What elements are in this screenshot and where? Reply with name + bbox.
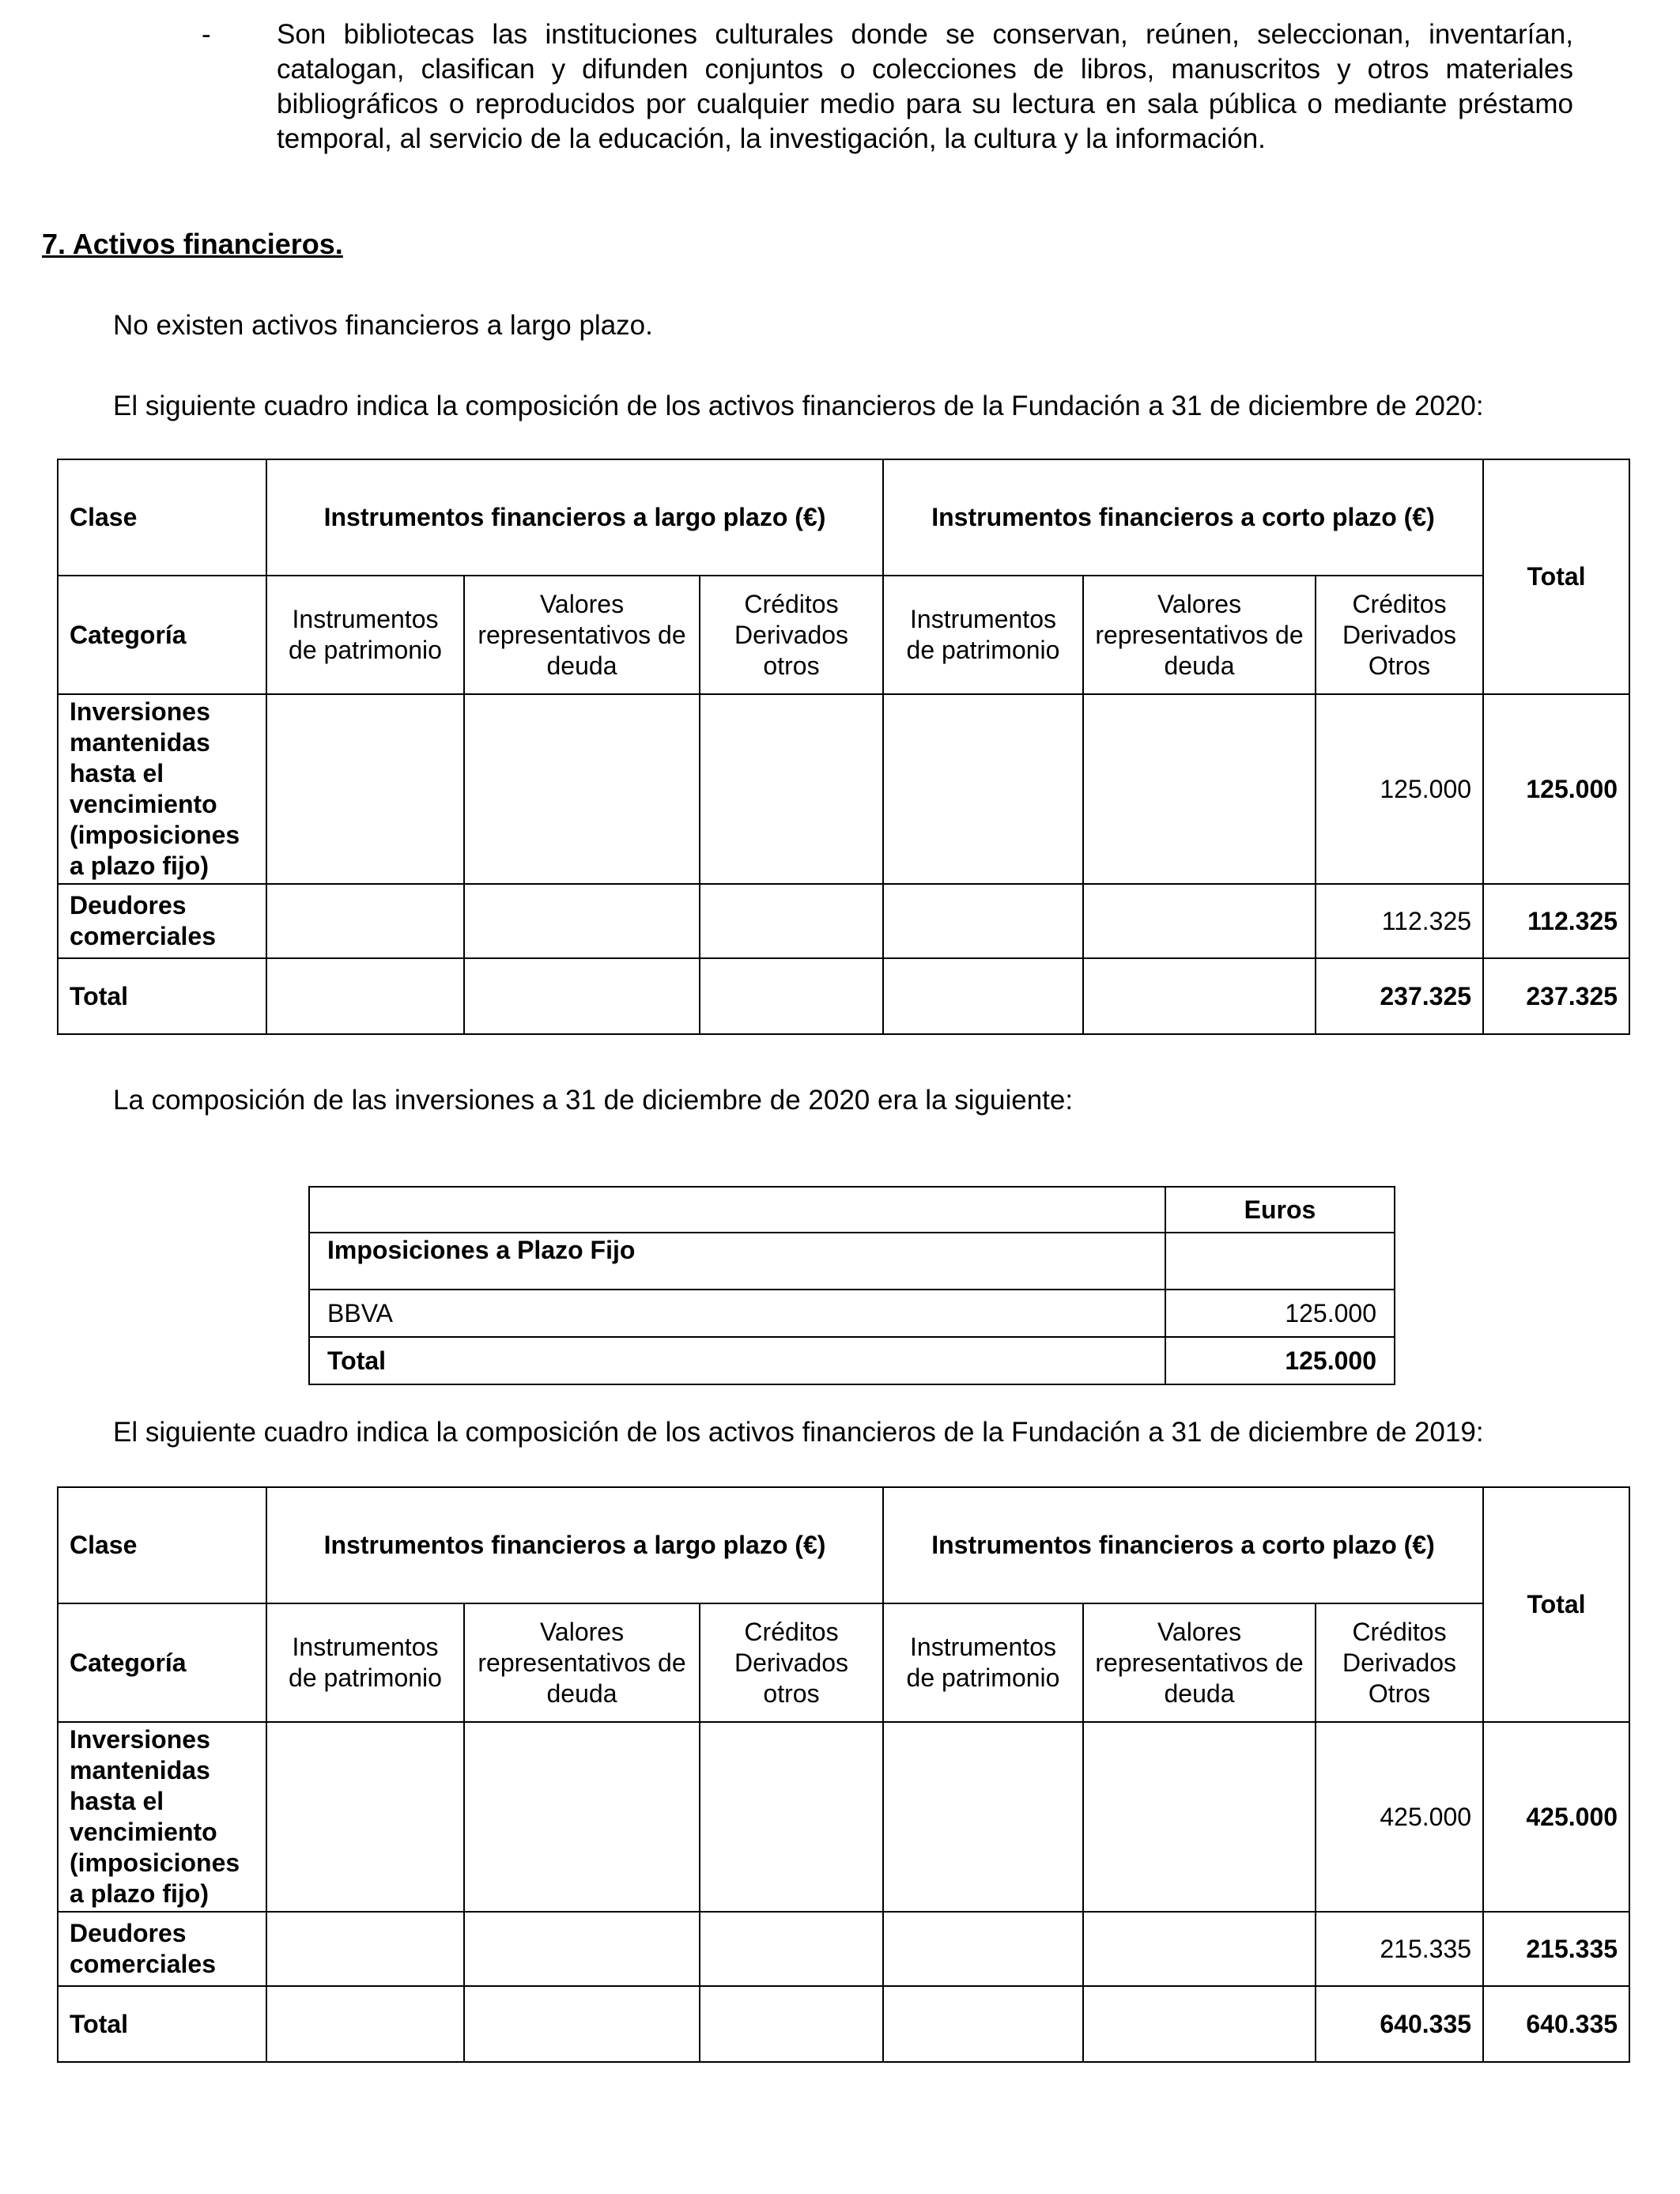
cell-cp-creditos: 237.325 [1316, 958, 1483, 1034]
paragraph-table-2020-intro: El siguiente cuadro indica la composición de los activos financieros de la Fundación a 31 de diciembre de 2020: [113, 391, 1484, 421]
bullet-text: Son bibliotecas las instituciones culturales donde se conservan, reúnen, seleccionan, inventarían, catalogan, clasifican y difunden conjuntos o colecciones de libros, manuscritos y otros materiales bibliográficos o reproducidos por cualquier medio para su lectura en sala pública o mediante préstamo temporal, al servicio de la educación, la investigación, la cultura y la información. [277, 19, 1573, 154]
empty-cell [1083, 884, 1316, 958]
cell-total: 125.000 [1483, 694, 1629, 884]
header-long-term: Instrumentos financieros a largo plazo (€) [266, 459, 883, 576]
empty-cell [883, 884, 1083, 958]
empty-cell [1083, 694, 1316, 884]
header-short-term: Instrumentos financieros a corto plazo (€) [883, 1487, 1483, 1603]
cell-cp-creditos: 425.000 [1316, 1722, 1483, 1912]
table-row-total [58, 958, 1629, 1034]
header-clase: Clase [58, 459, 266, 576]
paragraph-investments-intro: La composición de las inversiones a 31 de diciembre de 2020 era la siguiente: [113, 1085, 1074, 1116]
header-lp-valores: Valores representativos de deuda [464, 576, 700, 694]
table-row [309, 1290, 1395, 1337]
empty-cell [309, 1187, 1165, 1233]
row-label: Deudores comerciales [58, 884, 266, 958]
table-row [58, 1722, 1629, 1912]
row-label: Deudores comerciales [58, 1912, 266, 1986]
row-label: Total [58, 1986, 266, 2062]
cell-cp-creditos: 215.335 [1316, 1912, 1483, 1986]
cell-total: 425.000 [1483, 1722, 1629, 1912]
header-lp-patrimonio: Instrumentos de patrimonio [266, 1603, 464, 1722]
empty-cell [266, 1912, 464, 1986]
empty-cell [266, 1722, 464, 1912]
cell-total: 215.335 [1483, 1912, 1629, 1986]
empty-cell [1083, 1912, 1316, 1986]
table-row [58, 884, 1629, 958]
bullet-dash: - [202, 19, 211, 50]
paragraph-table-2019-intro: El siguiente cuadro indica la composición de los activos financieros de la Fundación a 31 de diciembre de 2019: [113, 1417, 1484, 1448]
total-value: 125.000 [1165, 1337, 1395, 1384]
empty-cell [700, 694, 883, 884]
empty-cell [883, 1986, 1083, 2062]
header-total: Total [1483, 1487, 1629, 1722]
header-cp-creditos: Créditos Derivados Otros [1316, 576, 1483, 694]
empty-cell [700, 1912, 883, 1986]
header-cp-patrimonio: Instrumentos de patrimonio [883, 1603, 1083, 1722]
header-cp-patrimonio: Instrumentos de patrimonio [883, 576, 1083, 694]
empty-cell [1083, 1986, 1316, 2062]
header-cp-valores: Valores representativos de deuda [1083, 1603, 1316, 1722]
empty-cell [700, 1986, 883, 2062]
empty-cell [464, 958, 700, 1034]
empty-cell [700, 958, 883, 1034]
row-label: Inversiones mantenidas hasta el vencimiento (imposiciones a plazo fijo) [58, 694, 266, 884]
row-label: Inversiones mantenidas hasta el vencimiento (imposiciones a plazo fijo) [58, 1722, 266, 1912]
header-cp-creditos: Créditos Derivados Otros [1316, 1603, 1483, 1722]
empty-cell [1083, 1722, 1316, 1912]
empty-cell [464, 1722, 700, 1912]
empty-cell [266, 694, 464, 884]
table-row [58, 694, 1629, 884]
empty-cell [883, 1722, 1083, 1912]
paragraph-no-long-term: No existen activos financieros a largo plazo. [113, 310, 653, 341]
empty-cell [700, 884, 883, 958]
header-cp-valores: Valores representativos de deuda [1083, 576, 1316, 694]
section-heading: 7. Activos financieros. [42, 228, 343, 260]
bank-label: BBVA [309, 1290, 1165, 1337]
investments-section-label: Imposiciones a Plazo Fijo [309, 1233, 1165, 1290]
header-categoria: Categoría [58, 1603, 266, 1722]
empty-cell [266, 958, 464, 1034]
table-row [58, 1912, 1629, 1986]
empty-cell [1165, 1233, 1395, 1290]
header-total: Total [1483, 459, 1629, 694]
cell-cp-creditos: 125.000 [1316, 694, 1483, 884]
investments-table [308, 1186, 1395, 1385]
cell-total: 112.325 [1483, 884, 1629, 958]
cell-total: 237.325 [1483, 958, 1629, 1034]
empty-cell [883, 694, 1083, 884]
header-lp-valores: Valores representativos de deuda [464, 1603, 700, 1722]
header-categoria: Categoría [58, 576, 266, 694]
empty-cell [1083, 958, 1316, 1034]
empty-cell [464, 1986, 700, 2062]
bank-value: 125.000 [1165, 1290, 1395, 1337]
row-label: Total [58, 958, 266, 1034]
financial-assets-table-2019 [57, 1486, 1630, 2063]
header-lp-creditos: Créditos Derivados otros [700, 1603, 883, 1722]
header-lp-patrimonio: Instrumentos de patrimonio [266, 576, 464, 694]
total-label: Total [309, 1337, 1165, 1384]
table-row-total [309, 1337, 1395, 1384]
financial-assets-table-2020 [57, 459, 1630, 1035]
header-euros: Euros [1165, 1187, 1395, 1233]
header-long-term: Instrumentos financieros a largo plazo (€) [266, 1487, 883, 1603]
empty-cell [464, 694, 700, 884]
empty-cell [464, 884, 700, 958]
empty-cell [883, 958, 1083, 1034]
header-lp-creditos: Créditos Derivados otros [700, 576, 883, 694]
empty-cell [883, 1912, 1083, 1986]
header-short-term: Instrumentos financieros a corto plazo (€) [883, 459, 1483, 576]
table-row-total [58, 1986, 1629, 2062]
empty-cell [266, 1986, 464, 2062]
cell-cp-creditos: 640.335 [1316, 1986, 1483, 2062]
empty-cell [266, 884, 464, 958]
empty-cell [464, 1912, 700, 1986]
cell-total: 640.335 [1483, 1986, 1629, 2062]
empty-cell [700, 1722, 883, 1912]
cell-cp-creditos: 112.325 [1316, 884, 1483, 958]
header-clase: Clase [58, 1487, 266, 1603]
